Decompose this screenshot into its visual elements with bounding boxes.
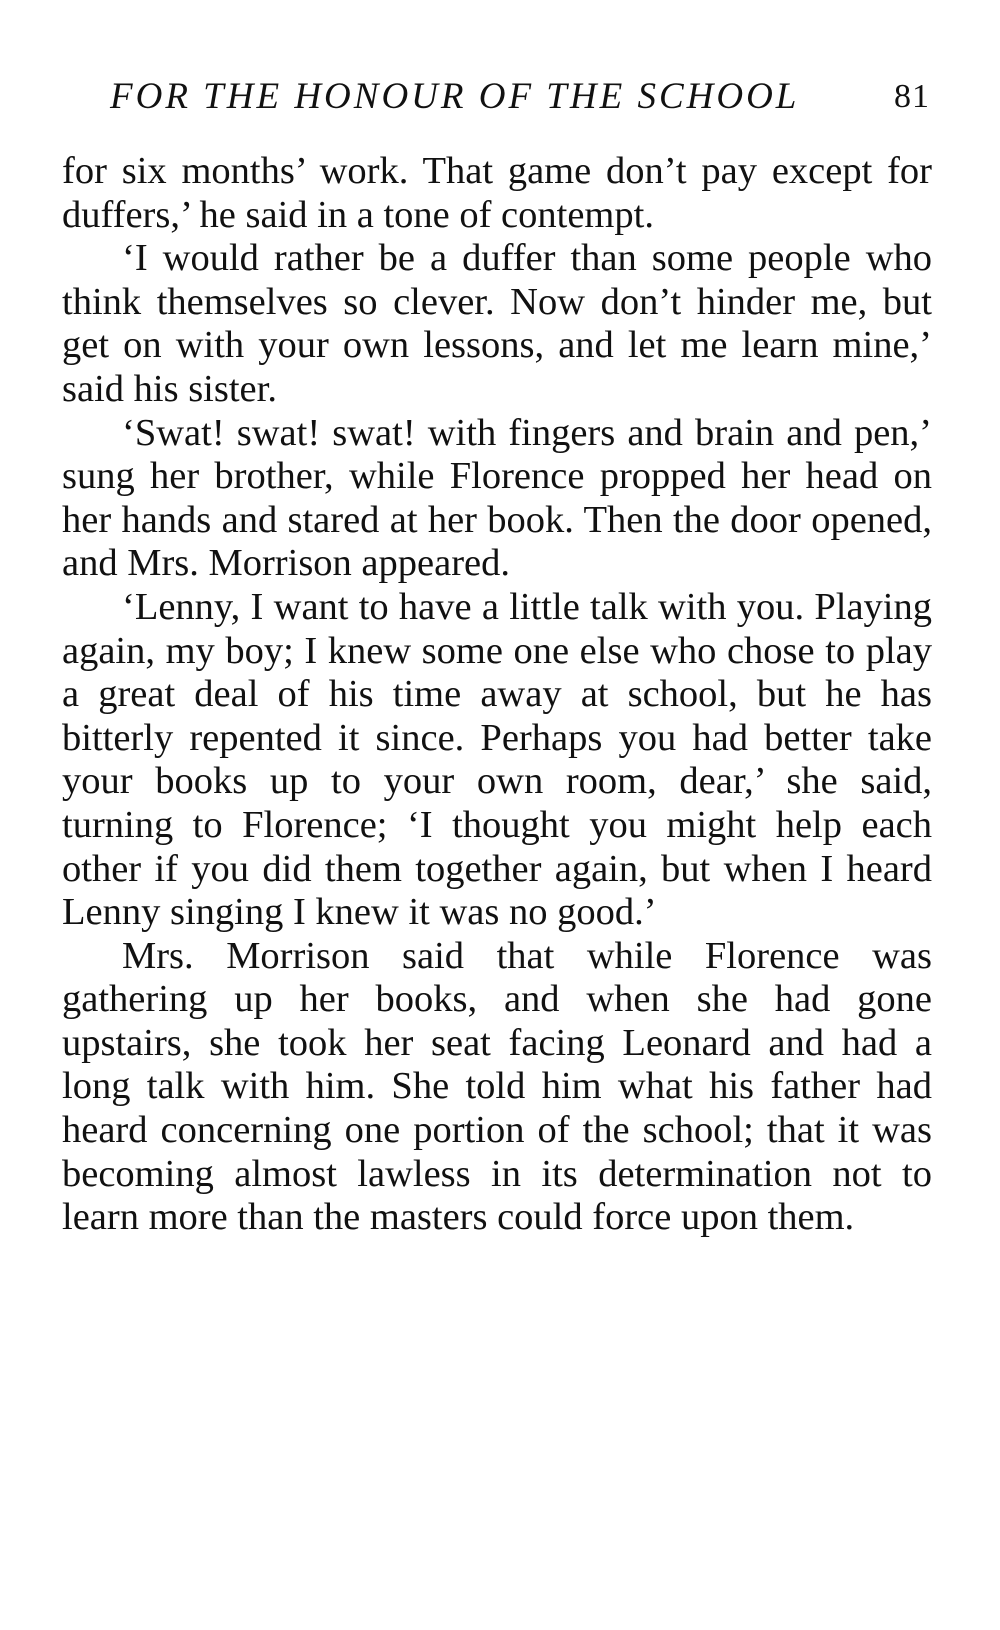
page-number: 81 [894,78,930,115]
paragraph-continuation: for six months’ work. That game don’t pay except for duffers,’ he said in a tone of contempt. [62,150,932,236]
body-text [62,150,932,1240]
paragraph-mother-speech: ‘Lenny, I want to have a little talk with you. Playing again, my boy; I knew some one else who chose to play a great deal of his time away at school, but he has bitterly repented it since. Perhaps you had better take your books up to your own room, dear,’ she said, turning to Florence; ‘I thought you might help each other if you did them together again, but when I heard Lenny singing I knew it was no good.’ [62,585,932,934]
paragraph-narration: Mrs. Morrison said that while Florence was gathering up her books, and when she had gone upstairs, she took her seat facing Leonard and had a long talk with him. She told him what his father had heard concerning one portion of the school; that it was becoming almost lawless in its determination not to learn more than the masters could force upon them. [62,934,932,1239]
paragraph-sister-reply: ‘I would rather be a duffer than some people who think themselves so clever. Now don’t hinder me, but get on with your own lessons, and let me learn mine,’ said his sister. [62,237,932,410]
running-title: FOR THE HONOUR OF THE SCHOOL [110,76,800,117]
paragraph-brother-song: ‘Swat! swat! swat! with fingers and brain and pen,’ sung her brother, while Florence propped her head on her hands and stared at her book. Then the door opened, and Mrs. Morrison appeared. [62,411,932,585]
running-head [110,72,930,122]
